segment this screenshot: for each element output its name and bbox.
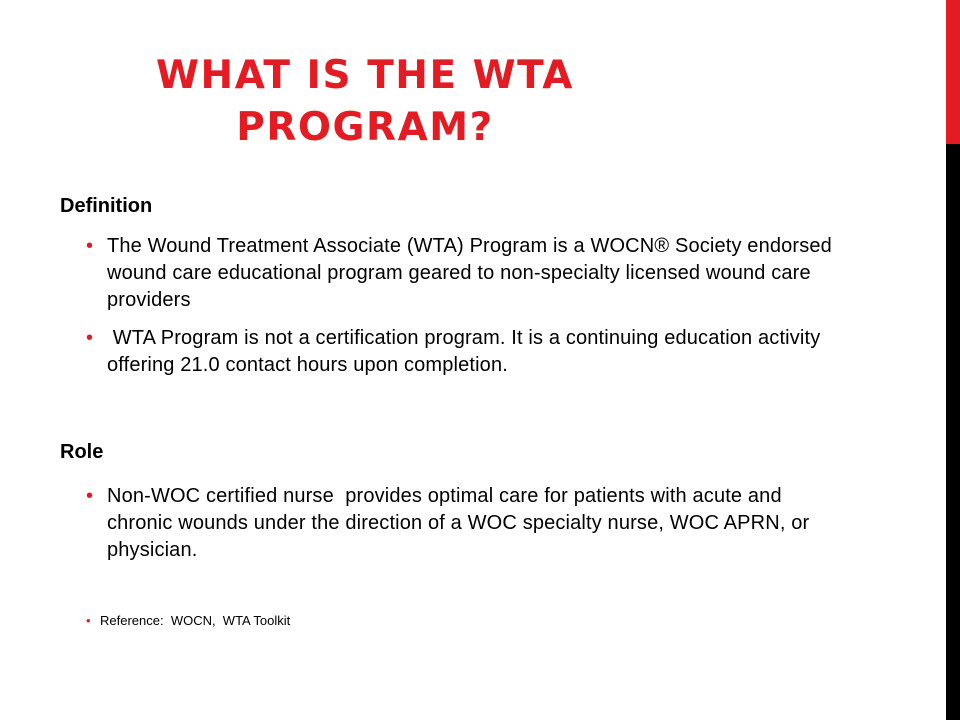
role-bullet xyxy=(86,483,846,564)
definition-heading: Definition xyxy=(60,195,153,217)
reference-text: Reference: WOCN, WTA Toolkit xyxy=(100,613,291,628)
definition-bullet-list xyxy=(86,233,846,390)
bullet-icon: • xyxy=(86,613,91,628)
bullet-icon: • xyxy=(86,327,94,349)
bullet-icon: • xyxy=(86,485,94,507)
role-bullet-list xyxy=(86,483,846,575)
bullet-icon: • xyxy=(86,235,94,257)
definition-bullet xyxy=(86,233,846,314)
side-accent-bar-red xyxy=(946,0,960,144)
slide-title xyxy=(60,50,670,154)
side-accent-bar xyxy=(946,0,960,720)
slide-title-line1: WHAT IS THE WTA xyxy=(156,53,574,98)
slide-title-line2: PROGRAM? xyxy=(236,105,494,150)
role-heading: Role xyxy=(60,441,104,463)
side-accent-bar-black xyxy=(946,144,960,720)
definition-bullet xyxy=(86,325,846,379)
definition-bullet-text: WTA Program is not a certification program. It is a continuing education activity offering 21.0 contact hours upon completion. xyxy=(107,327,827,376)
role-bullet-text: Non-WOC certified nurse provides optimal care for patients with acute and chronic wounds under the direction of a WOC specialty nurse, WOC APRN, or physician. xyxy=(107,485,816,561)
reference-note xyxy=(86,612,290,630)
definition-bullet-text: The Wound Treatment Associate (WTA) Program is a WOCN® Society endorsed wound care educational program geared to non-specialty licensed wound care providers xyxy=(107,235,832,311)
